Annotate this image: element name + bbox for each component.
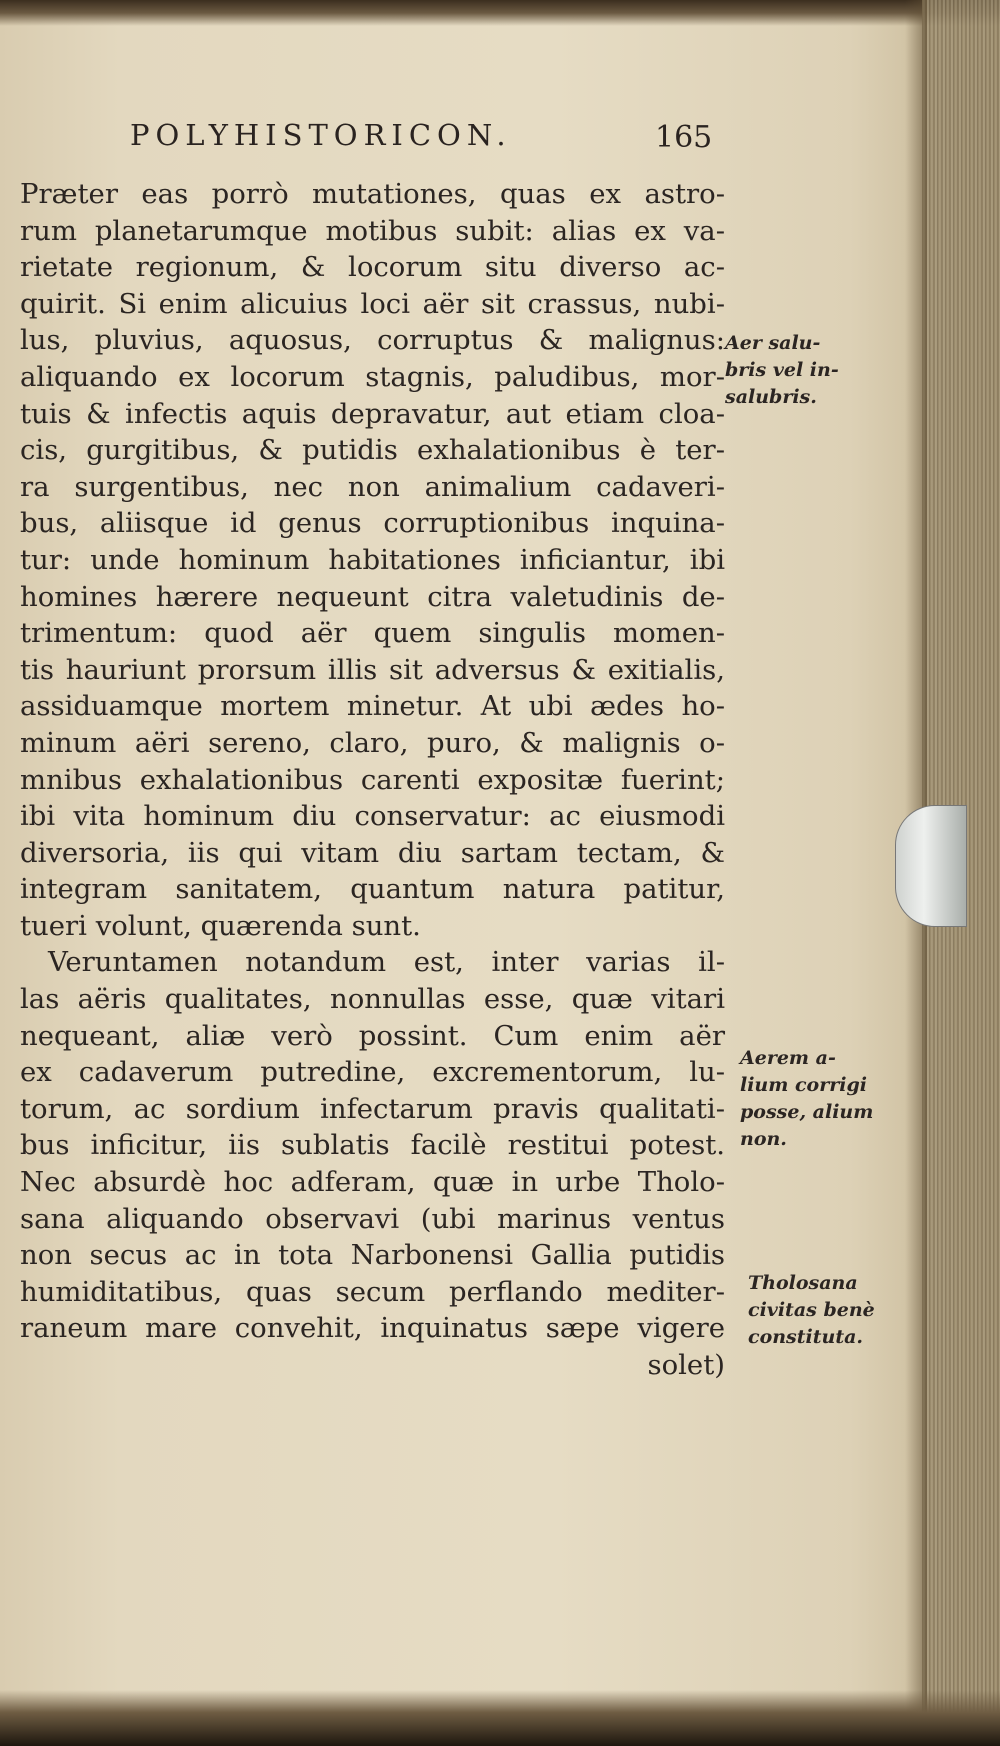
main-text bbox=[20, 176, 725, 1384]
text-line: integram sanitatem, quantum natura patitur, bbox=[20, 873, 725, 906]
text-line: rietate regionum, & locorum situ diverso ac- bbox=[20, 251, 725, 284]
text-line: Nec absurdè hoc adferam, quæ in urbe Tholo- bbox=[20, 1166, 725, 1199]
page-header bbox=[60, 118, 713, 168]
text-line: sana aliquando observavi (ubi marinus ventus bbox=[20, 1202, 725, 1235]
text-line: humiditatibus, quas secum perflando mediter- bbox=[20, 1275, 725, 1308]
text-line: Veruntamen notandum est, inter varias il- bbox=[48, 946, 725, 979]
text-line: cis, gurgitibus, & putidis exhalationibus è ter- bbox=[20, 434, 725, 467]
text-line: nequeant, aliæ verò possint. Cum enim aër bbox=[20, 1019, 725, 1052]
marginal-note-line: Aer salu- bbox=[725, 332, 821, 354]
text-line: quirit. Si enim alicuius loci aër sit crassus, nubi- bbox=[20, 287, 725, 320]
marginal-note-line: constituta. bbox=[748, 1326, 864, 1348]
marginal-note-line: salubris. bbox=[725, 386, 817, 408]
marginal-note-tholosa bbox=[748, 1270, 875, 1351]
running-title: POLYHISTORICON. bbox=[130, 118, 512, 152]
text-line: diversoria, iis qui vitam diu sartam tectam, & bbox=[20, 836, 725, 869]
text-line: ra surgentibus, nec non animalium cadaveri- bbox=[20, 470, 725, 503]
marginal-note-air bbox=[725, 330, 839, 411]
text-line: tuis & infectis aquis depravatur, aut etiam cloa- bbox=[20, 397, 725, 430]
text-line: Præter eas porrò mutationes, quas ex astro- bbox=[20, 178, 725, 210]
marginal-note-line: Aerem a- bbox=[740, 1047, 836, 1069]
marginal-note-line: civitas benè bbox=[748, 1299, 875, 1321]
marginal-note-line: posse, alium bbox=[740, 1101, 874, 1123]
marginal-note-line: Tholosana bbox=[748, 1272, 858, 1294]
marginal-note-line: bris vel in- bbox=[725, 359, 839, 381]
page-clip bbox=[895, 805, 967, 927]
text-line: torum, ac sordium infectarum pravis qualitati- bbox=[20, 1092, 725, 1125]
text-line: trimentum: quod aër quem singulis momen- bbox=[20, 617, 725, 650]
text-line: tis hauriunt prorsum illis sit adversus & exitialis, bbox=[20, 653, 725, 686]
marginal-note-line: lium corrigi bbox=[740, 1074, 867, 1096]
marginal-note-line: non. bbox=[740, 1128, 787, 1150]
text-line: las aëris qualitates, nonnullas esse, quæ vitari bbox=[20, 983, 725, 1016]
text-line: assiduamque mortem minetur. At ubi ædes ho- bbox=[20, 690, 725, 723]
text-line: bus, aliisque id genus corruptionibus inquina- bbox=[20, 507, 725, 540]
marginal-note-correction bbox=[740, 1045, 873, 1153]
text-line: ex cadaverum putredine, excrementorum, lu- bbox=[20, 1056, 725, 1089]
text-line: ibi vita hominum diu conservatur: ac eiusmodi bbox=[20, 800, 725, 833]
text-line: tur: unde hominum habitationes inficiantur, ibi bbox=[20, 543, 725, 576]
text-line: homines hærere nequeunt citra valetudinis de- bbox=[20, 580, 725, 613]
text-line: lus, pluvius, aquosus, corruptus & malignus: bbox=[20, 324, 725, 357]
text-line: solet) bbox=[647, 1349, 725, 1381]
text-line: tueri volunt, quærenda sunt. bbox=[20, 909, 421, 942]
text-line: minum aëri sereno, claro, puro, & malignis o- bbox=[20, 726, 725, 759]
page-number: 165 bbox=[655, 120, 713, 155]
text-line: bus inficitur, iis sublatis facilè restitui potest. bbox=[20, 1129, 725, 1162]
top-edge-shadow bbox=[0, 0, 1000, 26]
text-line: non secus ac in tota Narbonensi Gallia putidis bbox=[20, 1239, 725, 1272]
text-line: aliquando ex locorum stagnis, paludibus, mor- bbox=[20, 360, 725, 393]
text-line: rum planetarumque motibus subit: alias ex va- bbox=[20, 214, 725, 247]
bottom-edge-shadow bbox=[0, 1690, 1000, 1746]
text-line: raneum mare convehit, inquinatus sæpe vigere bbox=[20, 1312, 725, 1345]
text-line: mnibus exhalationibus carenti expositæ fuerint; bbox=[20, 763, 725, 796]
